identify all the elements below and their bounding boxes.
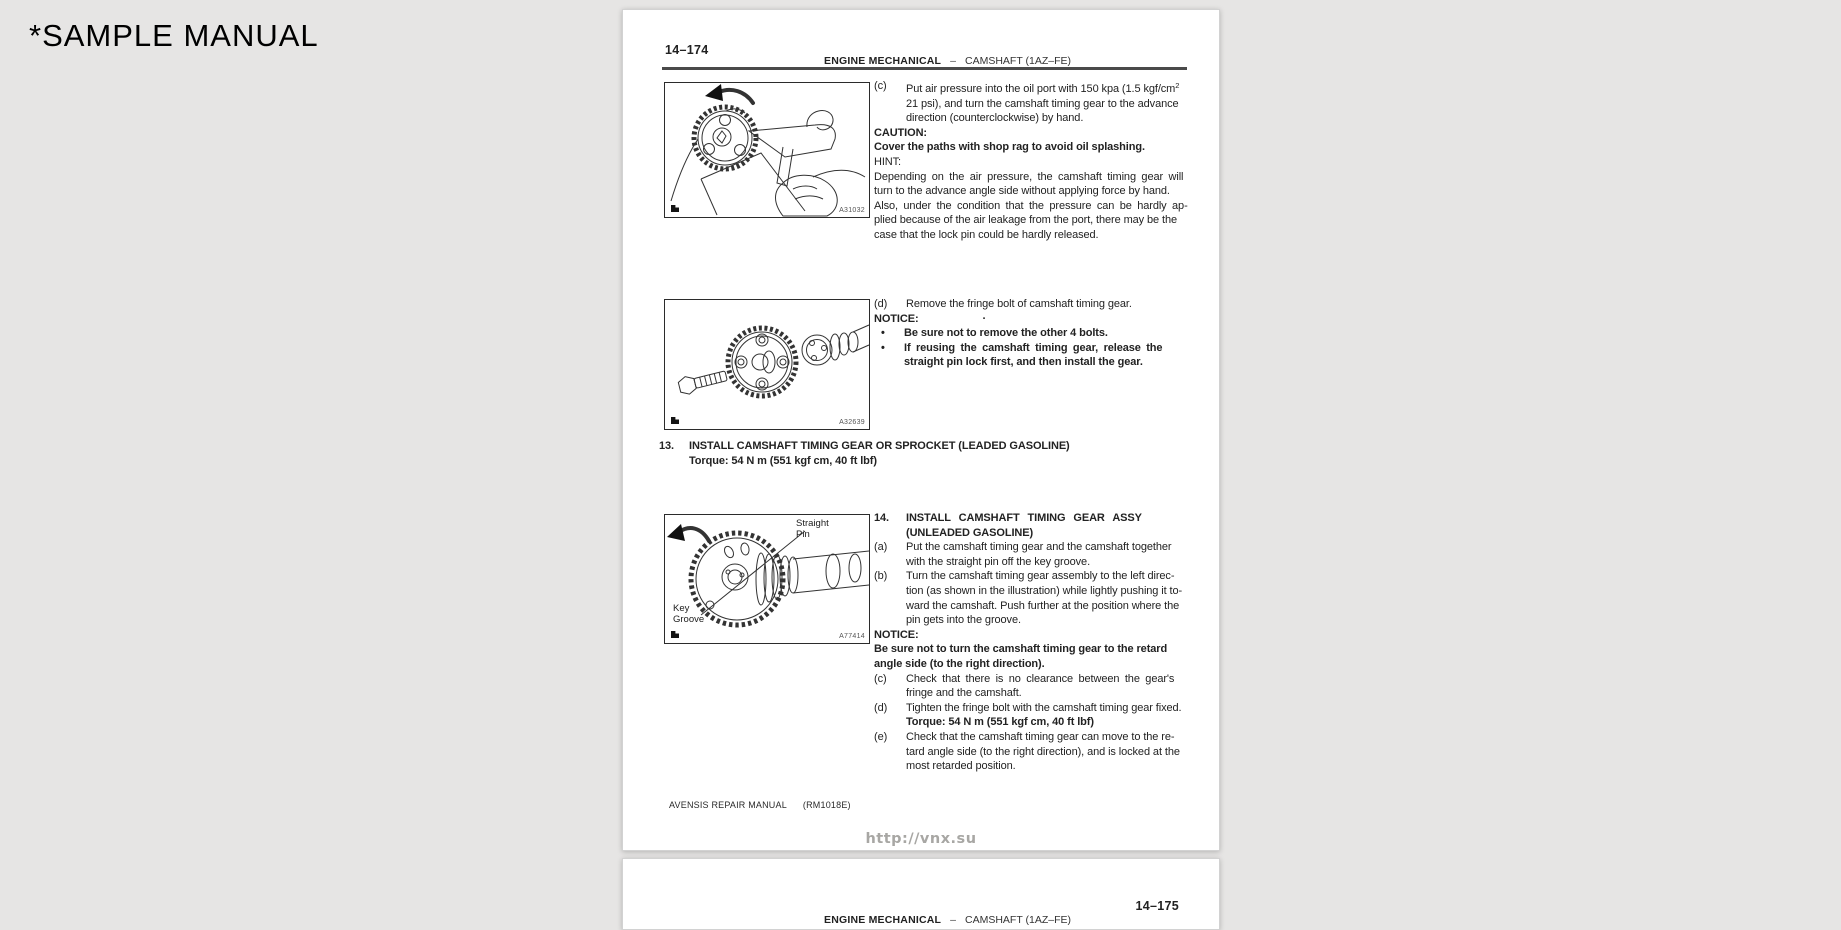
step-title: (UNLEADED GASOLINE): [906, 526, 1034, 539]
figure-code: A31032: [839, 207, 865, 214]
text-line: [874, 540, 1196, 555]
list-label: (b): [874, 570, 888, 583]
page-number: 14–174: [665, 43, 709, 57]
page-number: 14–175: [1135, 899, 1179, 913]
header-subsection: CAMSHAFT (1AZ–FE): [965, 914, 1071, 926]
list-label: (e): [874, 730, 888, 743]
text-line: [874, 79, 1196, 97]
text-line: 21 psi), and turn the camshaft timing gear to the advance: [906, 97, 1179, 110]
step-c-block: [874, 79, 1196, 243]
torque-spec: Torque: 54 N m (551 kgf cm, 40 ft lbf): [689, 454, 877, 467]
label-line: Key: [673, 603, 690, 614]
bullet-icon: •: [881, 327, 885, 340]
text-line: ward the camshaft. Push further at the position where the: [906, 599, 1180, 612]
air-gun-illustration: [665, 83, 869, 217]
text-line: [874, 297, 1196, 312]
text-line: tion (as shown in the illustration) while lightly pushing it to-: [906, 584, 1183, 597]
notice-title: [874, 312, 1196, 327]
text-line: fringe and the camshaft.: [906, 687, 1022, 700]
text-line: straight pin lock first, and then install the gear.: [904, 356, 1143, 369]
text-line: tard angle side (to the right direction), and is locked at the: [906, 745, 1180, 758]
header-separator: –: [950, 55, 956, 67]
label-line: Pin: [796, 529, 810, 540]
text-line: plied because of the air leakage from the port, there may be the: [874, 214, 1178, 227]
manual-page-1: [622, 9, 1220, 851]
label-line: Groove: [673, 614, 705, 625]
page-header: [824, 914, 1071, 926]
text-line: most retarded position.: [906, 760, 1016, 773]
notice-title: NOTICE:: [874, 628, 919, 641]
list-label: (a): [874, 541, 888, 554]
page-header: [824, 55, 1071, 67]
text-run: Check that there is no clearance between the gear's: [906, 672, 1175, 685]
text-line: direction (counterclockwise) by hand.: [906, 112, 1084, 125]
header-section: ENGINE MECHANICAL: [824, 55, 942, 67]
text-run: Be sure not to remove the other 4 bolts.: [904, 327, 1108, 340]
text-run: Remove the fringe bolt of camshaft timing gear.: [906, 298, 1132, 310]
list-label: (c): [874, 672, 887, 685]
watermark-url: http://vnx.su: [865, 831, 977, 847]
text-line: pin gets into the groove.: [906, 614, 1021, 627]
header-separator: –: [950, 914, 956, 926]
footer-title: AVENSIS REPAIR MANUAL: [669, 800, 787, 810]
figure-air-pressure: [664, 82, 870, 218]
text-run: If reusing the camshaft timing gear, release the: [904, 341, 1163, 354]
text-run: Put the camshaft timing gear and the camshaft together: [906, 541, 1172, 554]
text-run: Put air pressure into the oil port with 150 kpa (1.5 kgf/cm: [906, 83, 1176, 95]
figure-label-straight-pin: [796, 518, 829, 540]
text-line: with the straight pin off the key groove.: [906, 555, 1091, 568]
text-line: Also, under the condition that the pressure can be hardly ap-: [874, 199, 1188, 212]
text-line: turn to the advance angle side without applying force by hand.: [874, 185, 1170, 198]
step-title: INSTALL CAMSHAFT TIMING GEAR ASSY: [906, 512, 1142, 524]
text-line: case that the lock pin could be hardly released.: [874, 228, 1099, 241]
header-subsection: CAMSHAFT (1AZ–FE): [965, 55, 1071, 67]
bullet-line: [874, 326, 1196, 341]
bullet-line: [874, 341, 1196, 356]
text-line: angle side (to the right direction).: [874, 657, 1045, 670]
step-d-block: [874, 297, 1196, 370]
step-number: 14.: [874, 512, 889, 524]
step-13-block: [659, 439, 1204, 468]
list-label: (c): [874, 80, 887, 92]
text-line: Depending on the air pressure, the camshaft timing gear will: [874, 170, 1184, 183]
text-run: Turn the camshaft timing gear assembly to the left direc-: [906, 570, 1175, 583]
text-line: [874, 730, 1196, 745]
sample-manual-label: *SAMPLE MANUAL: [29, 18, 319, 53]
bullet-icon: •: [881, 341, 885, 354]
figure-label-key-groove: [673, 603, 704, 625]
figure-exploded-gear: [664, 299, 870, 430]
text-line: [659, 439, 1204, 454]
list-label: (d): [874, 298, 888, 310]
text-line: Be sure not to turn the camshaft timing gear to the retard: [874, 643, 1168, 656]
manual-page-2: [622, 858, 1220, 930]
superscript: 2: [1175, 81, 1180, 90]
stray-dot: ·: [982, 312, 987, 325]
caution-text: Cover the paths with shop rag to avoid oil splashing.: [874, 141, 1145, 154]
text-line: [874, 511, 1196, 526]
text-line: [874, 701, 1196, 716]
step-14-block: [874, 511, 1196, 774]
label-line: Straight: [796, 518, 829, 529]
step-title: INSTALL CAMSHAFT TIMING GEAR OR SPROCKET (LEADED GASOLINE): [689, 440, 1070, 452]
footer-code: (RM1018E): [802, 800, 851, 810]
figure-straight-pin: [664, 514, 870, 644]
text-run: Check that the camshaft timing gear can move to the re-: [906, 730, 1175, 743]
page-footer: [669, 800, 851, 810]
exploded-view-illustration: [665, 300, 869, 429]
header-rule: [662, 67, 1187, 70]
figure-code: A77414: [839, 633, 865, 640]
text-run: NOTICE:: [874, 312, 919, 325]
step-number: 13.: [659, 440, 674, 452]
caution-title: CAUTION:: [874, 126, 927, 139]
text-run: Tighten the fringe bolt with the camshaft timing gear fixed.: [906, 701, 1182, 714]
figure-code: A32639: [839, 419, 865, 426]
torque-spec: Torque: 54 N m (551 kgf cm, 40 ft lbf): [906, 716, 1094, 729]
text-line: [874, 569, 1196, 584]
text-line: [874, 672, 1196, 687]
list-label: (d): [874, 701, 888, 714]
header-section: ENGINE MECHANICAL: [824, 914, 942, 926]
hint-title: HINT:: [874, 155, 902, 168]
